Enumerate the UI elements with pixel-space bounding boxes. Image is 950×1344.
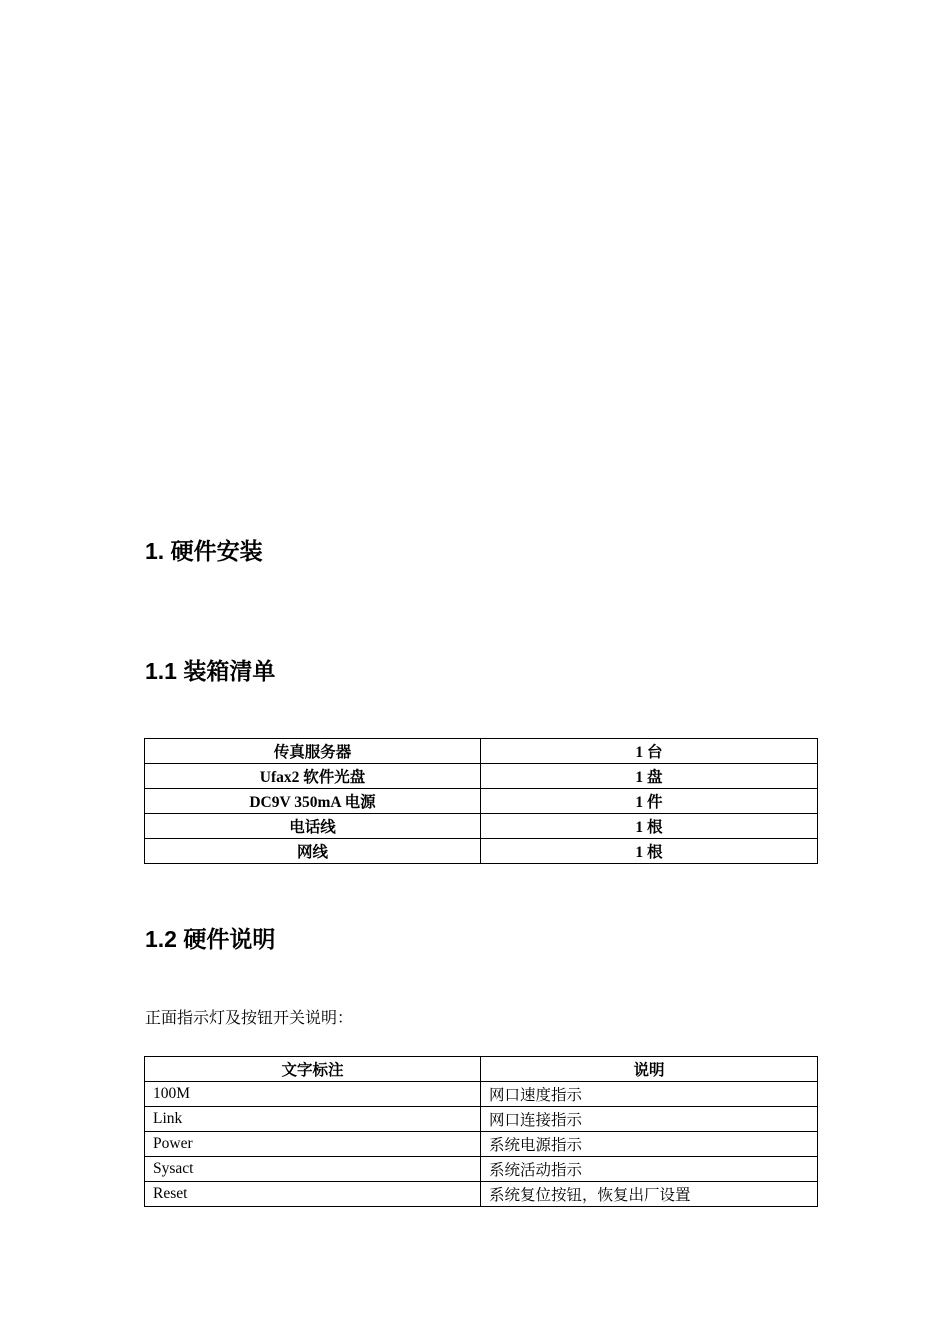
packing-qty-cell: 1 台 <box>481 739 818 764</box>
packing-item-cell: 电话线 <box>145 814 481 839</box>
table-row <box>145 1107 818 1132</box>
packing-qty-cell: 1 件 <box>481 789 818 814</box>
table-row <box>145 839 818 864</box>
intro-paragraph: 正面指示灯及按钮开关说明： <box>145 1010 354 1027</box>
packing-qty-cell: 1 盘 <box>481 764 818 789</box>
indicator-description-table <box>144 1056 818 1207</box>
packing-item-cell: 传真服务器 <box>145 739 481 764</box>
table-row <box>145 1157 818 1182</box>
indicator-label-cell: Link <box>145 1107 481 1132</box>
packing-list-table <box>144 738 818 864</box>
column-header-description: 说明 <box>481 1057 818 1082</box>
packing-item-cell: 网线 <box>145 839 481 864</box>
table-row <box>145 739 818 764</box>
table-header-row <box>145 1057 818 1082</box>
column-header-label: 文字标注 <box>145 1057 481 1082</box>
indicator-desc-cell: 网口速度指示 <box>481 1082 818 1107</box>
table-row <box>145 814 818 839</box>
section-heading-packing-list: 1.1 装箱清单 <box>145 658 276 684</box>
table-row <box>145 1132 818 1157</box>
indicator-desc-cell: 系统复位按钮，恢复出厂设置 <box>481 1182 818 1207</box>
packing-item-cell: Ufax2 软件光盘 <box>145 764 481 789</box>
indicator-desc-cell: 网口连接指示 <box>481 1107 818 1132</box>
table-row <box>145 1182 818 1207</box>
table-row <box>145 764 818 789</box>
indicator-label-cell: Reset <box>145 1182 481 1207</box>
indicator-desc-cell: 系统活动指示 <box>481 1157 818 1182</box>
packing-qty-cell: 1 根 <box>481 814 818 839</box>
indicator-label-cell: Power <box>145 1132 481 1157</box>
table-row <box>145 1082 818 1107</box>
indicator-desc-cell: 系统电源指示 <box>481 1132 818 1157</box>
indicator-label-cell: 100M <box>145 1082 481 1107</box>
section-heading-hardware-install: 1. 硬件安装 <box>145 538 263 564</box>
indicator-label-cell: Sysact <box>145 1157 481 1182</box>
table-row <box>145 789 818 814</box>
packing-qty-cell: 1 根 <box>481 839 818 864</box>
section-heading-hardware-description: 1.2 硬件说明 <box>145 926 276 952</box>
packing-item-cell: DC9V 350mA 电源 <box>145 789 481 814</box>
